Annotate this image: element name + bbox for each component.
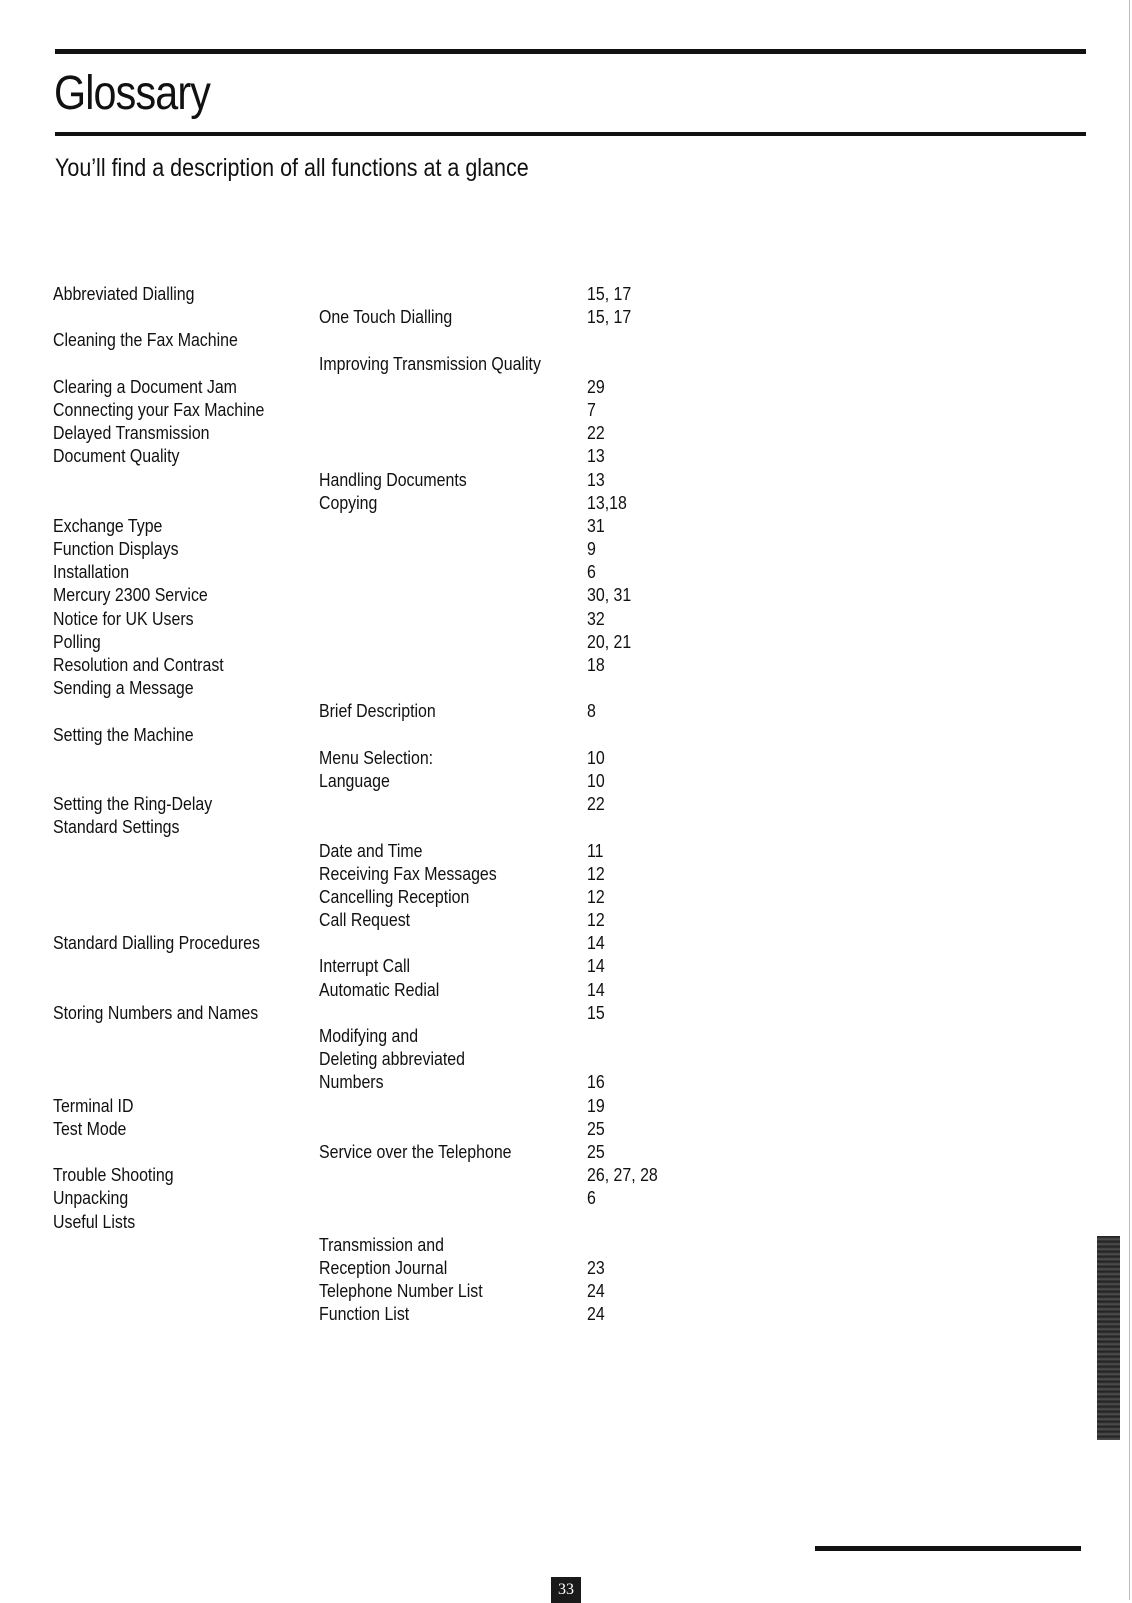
glossary-row	[0, 444, 1132, 467]
glossary-subterm: Modifying and	[319, 1025, 419, 1046]
glossary-row	[0, 885, 1132, 908]
glossary-term: Polling	[53, 630, 101, 652]
glossary-page-ref: 14	[587, 932, 605, 954]
glossary-page-ref: 31	[587, 514, 605, 536]
glossary-page-ref: 25	[587, 1140, 605, 1162]
page-number-badge: 33	[551, 1577, 581, 1603]
glossary-page-ref: 7	[587, 398, 596, 420]
glossary-term: Setting the Ring-Delay	[53, 793, 213, 815]
glossary-subterm: Brief Description	[319, 700, 436, 722]
glossary-subterm: Automatic Redial	[319, 978, 440, 1000]
glossary-row	[0, 282, 1132, 305]
glossary-page-ref: 23	[587, 1256, 605, 1278]
glossary-page-ref: 13	[587, 445, 605, 467]
glossary-page-ref: 13,18	[587, 491, 627, 513]
glossary-term: Document Quality	[53, 445, 180, 467]
glossary-row	[0, 931, 1132, 954]
glossary-row	[0, 699, 1132, 722]
glossary-page-ref: 24	[587, 1303, 605, 1325]
glossary-row	[0, 862, 1132, 885]
glossary-subterm: Reception Journal	[319, 1256, 448, 1278]
glossary-page-ref: 10	[587, 769, 605, 791]
glossary-term: Delayed Transmission	[53, 422, 210, 444]
glossary-row	[0, 908, 1132, 931]
glossary-row	[0, 1256, 1132, 1279]
glossary-row	[0, 607, 1132, 630]
page-title: Glossary	[54, 67, 210, 120]
glossary-row	[0, 1047, 1132, 1070]
glossary-term: Clearing a Document Jam	[53, 375, 237, 397]
glossary-term: Installation	[53, 561, 130, 583]
glossary-row	[0, 1210, 1132, 1233]
glossary-term: Connecting your Fax Machine	[53, 398, 265, 420]
glossary-row	[0, 1186, 1132, 1209]
glossary-page-ref: 11	[587, 839, 604, 861]
glossary-subterm: Interrupt Call	[319, 955, 411, 977]
glossary-page-ref: 10	[587, 746, 605, 768]
glossary-page-ref: 14	[587, 955, 605, 977]
glossary-row	[0, 375, 1132, 398]
glossary-row	[0, 792, 1132, 815]
thumb-index-tab	[1097, 1236, 1120, 1440]
glossary-page-ref: 26, 27, 28	[587, 1164, 658, 1186]
glossary-term: Mercury 2300 Service	[53, 584, 208, 606]
title-underline-rule	[55, 132, 1086, 136]
glossary-row	[0, 723, 1132, 746]
glossary-term: Sending a Message	[53, 677, 194, 699]
glossary-page-ref: 29	[587, 375, 605, 397]
glossary-term: Abbreviated Dialling	[53, 283, 195, 304]
glossary-row	[0, 537, 1132, 560]
glossary-row	[0, 1140, 1132, 1163]
glossary-subterm: Function List	[319, 1303, 410, 1325]
glossary-row	[0, 583, 1132, 606]
glossary-row	[0, 398, 1132, 421]
glossary-term: Notice for UK Users	[53, 607, 194, 629]
glossary-row	[0, 305, 1132, 328]
glossary-page-ref: 24	[587, 1280, 605, 1302]
glossary-term: Test Mode	[53, 1117, 127, 1139]
glossary-row	[0, 1302, 1132, 1325]
glossary-term: Function Displays	[53, 538, 179, 560]
glossary-row	[0, 978, 1132, 1001]
glossary-row	[0, 1279, 1132, 1302]
glossary-subterm: Copying	[319, 491, 378, 513]
top-rule	[55, 49, 1086, 54]
glossary-page-ref: 12	[587, 885, 605, 907]
glossary-page-ref: 13	[587, 468, 605, 490]
glossary-subterm: Numbers	[319, 1071, 384, 1093]
footer-rule	[815, 1546, 1081, 1551]
glossary-row	[0, 514, 1132, 537]
glossary-row	[0, 676, 1132, 699]
glossary-page-ref: 8	[587, 700, 596, 722]
glossary-row	[0, 1233, 1132, 1256]
glossary-term: Standard Settings	[53, 816, 180, 838]
glossary-term: Storing Numbers and Names	[53, 1001, 259, 1023]
glossary-subterm: Receiving Fax Messages	[319, 862, 497, 884]
glossary-row	[0, 491, 1132, 514]
glossary-subterm: Date and Time	[319, 839, 423, 861]
glossary-row	[0, 746, 1132, 769]
glossary-page-ref: 22	[587, 422, 605, 444]
glossary-list	[0, 282, 1132, 1325]
glossary-subterm: Telephone Number List	[319, 1280, 483, 1302]
glossary-page-ref: 6	[587, 561, 596, 583]
glossary-subterm: Service over the Telephone	[319, 1140, 512, 1162]
glossary-page-ref: 30, 31	[587, 584, 632, 606]
glossary-subterm: One Touch Dialling	[319, 306, 453, 328]
page-edge-line	[1129, 0, 1130, 1600]
glossary-page-ref: 15, 17	[587, 306, 632, 328]
glossary-row	[0, 1001, 1132, 1024]
glossary-row	[0, 1094, 1132, 1117]
glossary-page-ref: 12	[587, 909, 605, 931]
glossary-page-ref: 6	[587, 1187, 596, 1209]
glossary-page-ref: 22	[587, 793, 605, 815]
glossary-row	[0, 954, 1132, 977]
glossary-term: Setting the Machine	[53, 723, 194, 745]
glossary-row	[0, 653, 1132, 676]
glossary-subterm: Deleting abbreviated	[319, 1048, 465, 1070]
glossary-row	[0, 468, 1132, 491]
page-subtitle: You’ll find a description of all functions at a glance	[55, 154, 529, 182]
glossary-term: Trouble Shooting	[53, 1164, 174, 1186]
glossary-page-ref: 14	[587, 978, 605, 1000]
glossary-row	[0, 1117, 1132, 1140]
glossary-row	[0, 815, 1132, 838]
glossary-page-ref: 12	[587, 862, 605, 884]
glossary-row	[0, 560, 1132, 583]
glossary-term: Resolution and Contrast	[53, 654, 224, 675]
glossary-row	[0, 1070, 1132, 1093]
glossary-row	[0, 839, 1132, 862]
glossary-row	[0, 328, 1132, 351]
glossary-subterm: Improving Transmission Quality	[319, 352, 541, 374]
glossary-page-ref: 15	[587, 1001, 605, 1023]
glossary-term: Useful Lists	[53, 1210, 136, 1232]
glossary-subterm: Menu Selection:	[319, 746, 434, 768]
glossary-term: Cleaning the Fax Machine	[53, 329, 238, 351]
glossary-page-ref: 9	[587, 538, 596, 560]
glossary-term: Terminal ID	[53, 1094, 134, 1116]
glossary-subterm: Cancelling Reception	[319, 885, 470, 907]
glossary-subterm: Call Request	[319, 909, 411, 931]
glossary-subterm: Transmission and	[319, 1233, 444, 1255]
glossary-row	[0, 1024, 1132, 1047]
glossary-term: Standard Dialling Procedures	[53, 932, 260, 954]
glossary-subterm: Handling Documents	[319, 468, 467, 490]
glossary-page-ref: 20, 21	[587, 630, 632, 652]
glossary-page-ref: 16	[587, 1071, 605, 1093]
glossary-page-ref: 32	[587, 607, 605, 629]
glossary-page-ref: 18	[587, 654, 605, 675]
glossary-row	[0, 630, 1132, 653]
glossary-page-ref: 19	[587, 1094, 605, 1116]
glossary-term: Unpacking	[53, 1187, 129, 1209]
glossary-page-ref: 25	[587, 1117, 605, 1139]
glossary-page-ref: 15, 17	[587, 283, 632, 304]
glossary-row	[0, 352, 1132, 375]
glossary-subterm: Language	[319, 769, 390, 791]
glossary-term: Exchange Type	[53, 514, 163, 536]
glossary-row	[0, 421, 1132, 444]
glossary-row	[0, 1163, 1132, 1186]
glossary-row	[0, 769, 1132, 792]
